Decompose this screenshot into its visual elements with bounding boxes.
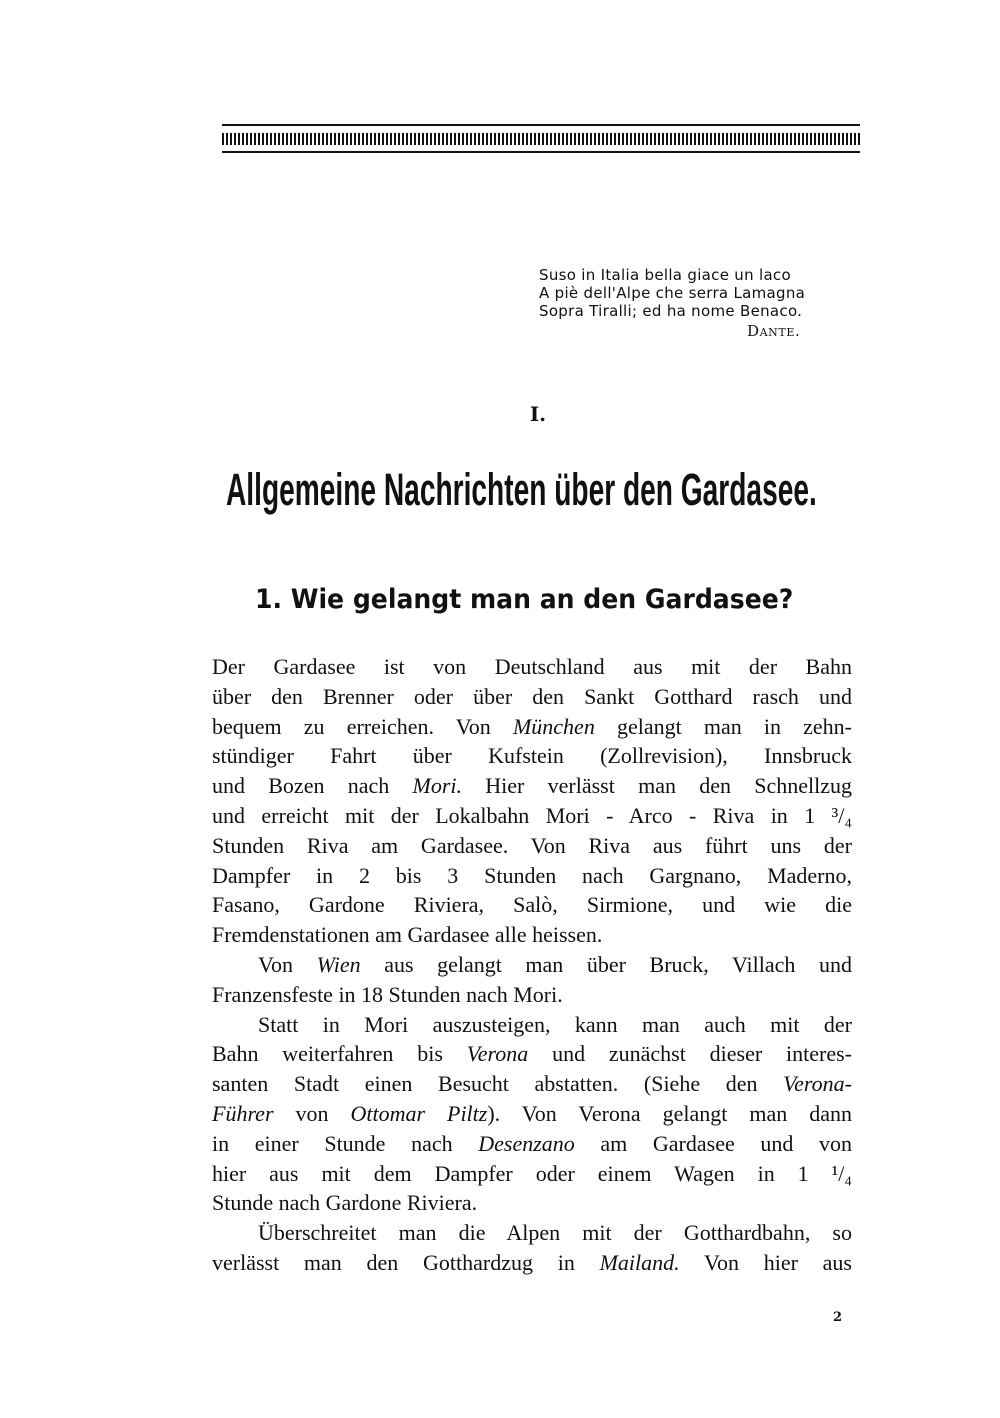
body-line [212, 1248, 852, 1278]
chapter-title: Allgemeine Nachrichten über den Gardasee. [226, 464, 817, 515]
body-italic-text: Mori. [412, 773, 463, 799]
body-italic-text: Führer [212, 1100, 274, 1126]
body-line [212, 741, 852, 771]
body-line [212, 950, 852, 980]
body-line [212, 890, 852, 920]
body-text-run: stündiger Fahrt über Kufstein (Zollrevision), Innsbruck [212, 743, 852, 769]
epigraph-line: Sopra Tiralli; ed ha nome Benaco. [539, 302, 803, 320]
body-italic-text: München [512, 713, 595, 739]
body-line [212, 652, 852, 682]
body-italic-text: Mailand. [599, 1249, 680, 1275]
body-line [212, 1129, 852, 1159]
body-text-run: bequem zu erreichen. Von [212, 713, 513, 739]
body-line [212, 1069, 852, 1099]
body-line [212, 801, 852, 831]
body-text-run: Hier verlässt man den Schnellzug [462, 773, 852, 799]
body-text-run: Fasano, Gardone Riviera, Salò, Sirmione, und wie die [212, 892, 852, 918]
body-line [212, 1188, 852, 1218]
epigraph-line: Suso in Italia bella giace un laco [539, 266, 791, 284]
body-text-run: Franzensfeste in 18 Stunden nach Mori. [212, 981, 563, 1007]
body-text-run: Bahn weiterfahren bis [212, 1041, 467, 1067]
body-text-run: ). Von Verona gelangt man dann [487, 1100, 852, 1126]
body-line [212, 712, 852, 742]
body-text-run: Fremdenstationen am Gardasee alle heissen. [212, 922, 603, 948]
body-italic-text: Verona [466, 1041, 529, 1067]
body-text-run: Dampfer in 2 bis 3 Stunden nach Gargnano, Maderno, [212, 862, 852, 888]
body-text-run: Überschreitet man die Alpen mit der Gotthardbahn, so [258, 1220, 852, 1246]
body-text-run: Von hier aus [679, 1249, 852, 1275]
body-text-run: verlässt man den Gotthardzug in [212, 1249, 600, 1275]
body-text-run: am Gardasee und von [574, 1130, 852, 1156]
epigraph [539, 266, 859, 340]
body-text-run: santen Stadt einen Besucht abstatten. (Siehe den [212, 1071, 784, 1097]
body-text-run: in einer Stunde nach [212, 1130, 479, 1156]
body-italic-text: Verona- [783, 1071, 852, 1097]
section-title: 1. Wie gelangt man an den Gardasee? [255, 584, 794, 615]
body-italic-text: Desenzano [478, 1130, 575, 1156]
body-line [212, 1039, 852, 1069]
body-text-run: aus gelangt man über Bruck, Villach und [360, 951, 852, 977]
body-line [212, 920, 852, 950]
body-text-run: und Bozen nach [212, 773, 413, 799]
ornament-band [222, 133, 860, 145]
body-text-run: über den Brenner oder über den Sankt Gotthard rasch und [212, 683, 852, 709]
body-text [212, 652, 852, 1278]
chapter-numeral: I. [529, 402, 547, 426]
page-number: 2 [833, 1310, 843, 1325]
body-text-run: und zunächst dieser interes- [528, 1041, 853, 1067]
body-line [212, 1099, 852, 1129]
body-text-run: Stunden Riva am Gardasee. Von Riva aus führt uns der [212, 832, 852, 858]
body-line [212, 682, 852, 712]
body-line [212, 861, 852, 891]
body-text-run: von [273, 1100, 351, 1126]
body-line [212, 1218, 852, 1248]
body-text-run: Der Gardasee ist von Deutschland aus mit der Bahn [212, 654, 852, 679]
body-text-run: Stunde nach Gardone Riviera. [212, 1190, 478, 1216]
body-line [212, 1010, 852, 1040]
ornament-rule-bottom [222, 151, 860, 153]
body-text-run: Von [258, 951, 317, 977]
body-line [212, 1159, 852, 1189]
body-text-run: Statt in Mori auszusteigen, kann man auch mit der [258, 1011, 852, 1037]
header-ornament [222, 124, 860, 153]
epigraph-author: Dante. [747, 322, 801, 340]
body-italic-text: Wien [316, 951, 361, 977]
body-line [212, 831, 852, 861]
body-text-run: hier aus mit dem Dampfer oder einem Wagen in 1 ¹/₄ [212, 1160, 852, 1186]
epigraph-line: A piè dell'Alpe che serra Lamagna [539, 284, 806, 302]
ornament-rule-top [222, 124, 860, 126]
body-italic-text: Ottomar Piltz [350, 1100, 488, 1126]
body-line [212, 771, 852, 801]
body-line [212, 980, 852, 1010]
body-text-run: und erreicht mit der Lokalbahn Mori - Arco - Riva in 1 ³/₄ [212, 802, 852, 828]
body-text-run: gelangt man in zehn- [594, 713, 852, 739]
